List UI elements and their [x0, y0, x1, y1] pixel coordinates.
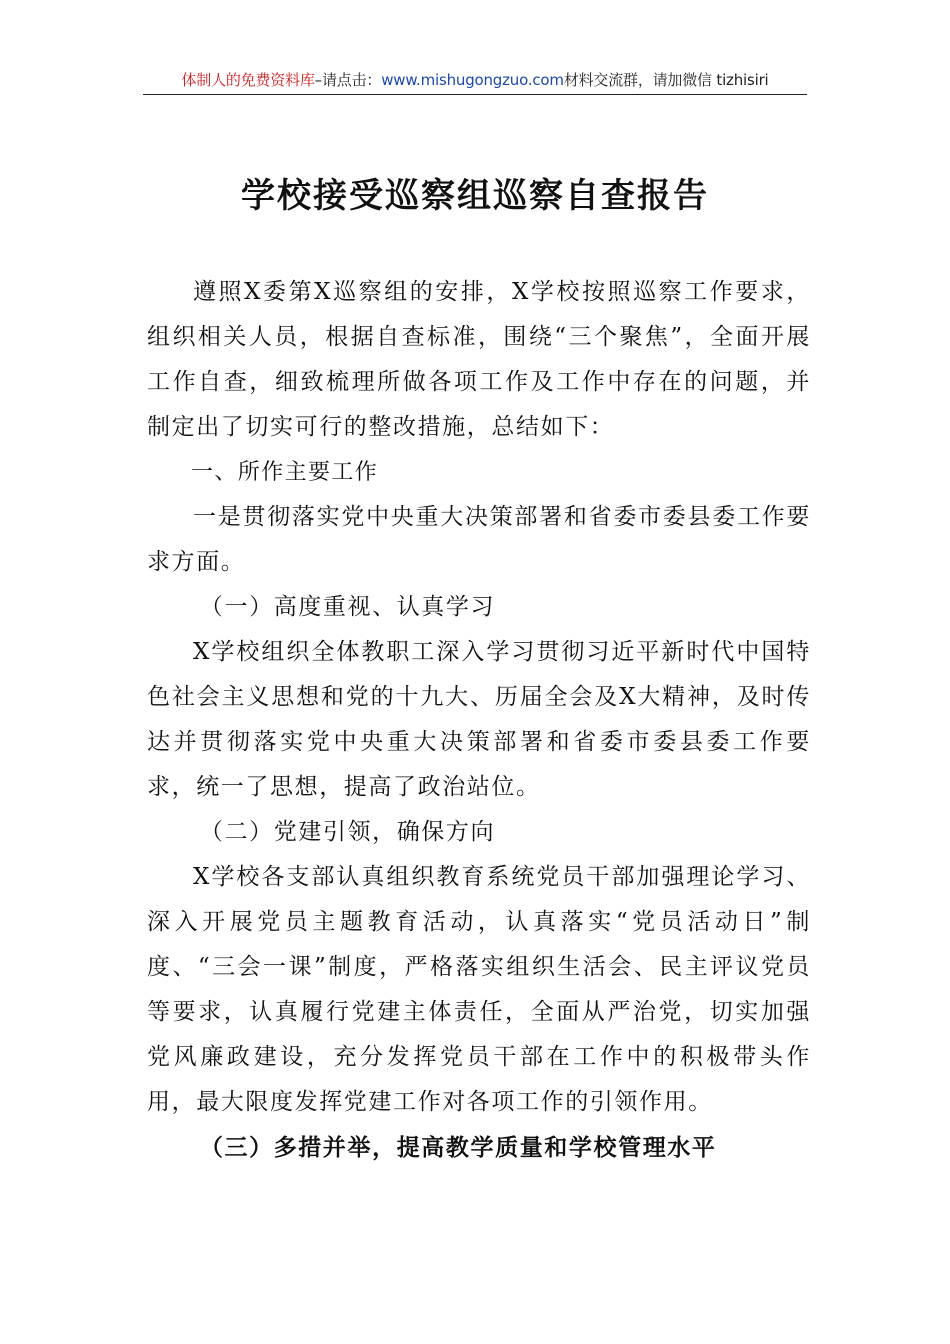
- page-header: [143, 68, 807, 95]
- subsection-heading-3: （三）多措并举，提高教学质量和学校管理水平: [199, 1134, 717, 1161]
- subsection-heading-1: （一）高度重视、认真学习: [199, 594, 496, 620]
- section-lead-paragraph: 一是贯彻落实党中央重大决策部署和省委市委县委工作要求方面。: [147, 504, 811, 575]
- section-heading-1: 一、所作主要工作: [191, 460, 379, 485]
- subsection-body-2: X学校各支部认真组织教育系统党员干部加强理论学习、深入开展党员主题教育活动，认真落实“党员活动日”制度、“三会一课”制度，严格落实组织生活会、民主评议党员等要求，认真履行党建主体责任，全面从严治党，切实加强党风廉政建设，充分发挥党员干部在工作中的积极带头作用，最大限度发挥党建工作对各项工作的引领作用。: [147, 864, 811, 1115]
- header-link[interactable]: www.mishugongzuo.com: [381, 71, 564, 89]
- subsection-heading-2: （二）党建引领，确保方向: [199, 819, 496, 845]
- header-suffix: 材料交流群，请加微信 tizhisiri: [563, 71, 769, 89]
- document-body: [147, 270, 811, 1170]
- intro-paragraph: 遵照X委第X巡察组的安排，X学校按照巡察工作要求，组织相关人员，根据自查标准，围绕“三个聚焦”，全面开展工作自查，细致梳理所做各项工作及工作中存在的问题，并制定出了切实可行的整改措施，总结如下：: [147, 279, 811, 440]
- document-title: 学校接受巡察组巡察自查报告: [241, 176, 709, 216]
- header-prefix: –请点击：: [314, 71, 382, 89]
- header-brand: 体制人的免费资料库: [181, 71, 315, 89]
- subsection-body-1: X学校组织全体教职工深入学习贯彻习近平新时代中国特色社会主义思想和党的十九大、历届全会及X大精神，及时传达并贯彻落实党中央重大决策部署和省委市委县委工作要求，统一了思想，提高了政治站位。: [147, 639, 811, 800]
